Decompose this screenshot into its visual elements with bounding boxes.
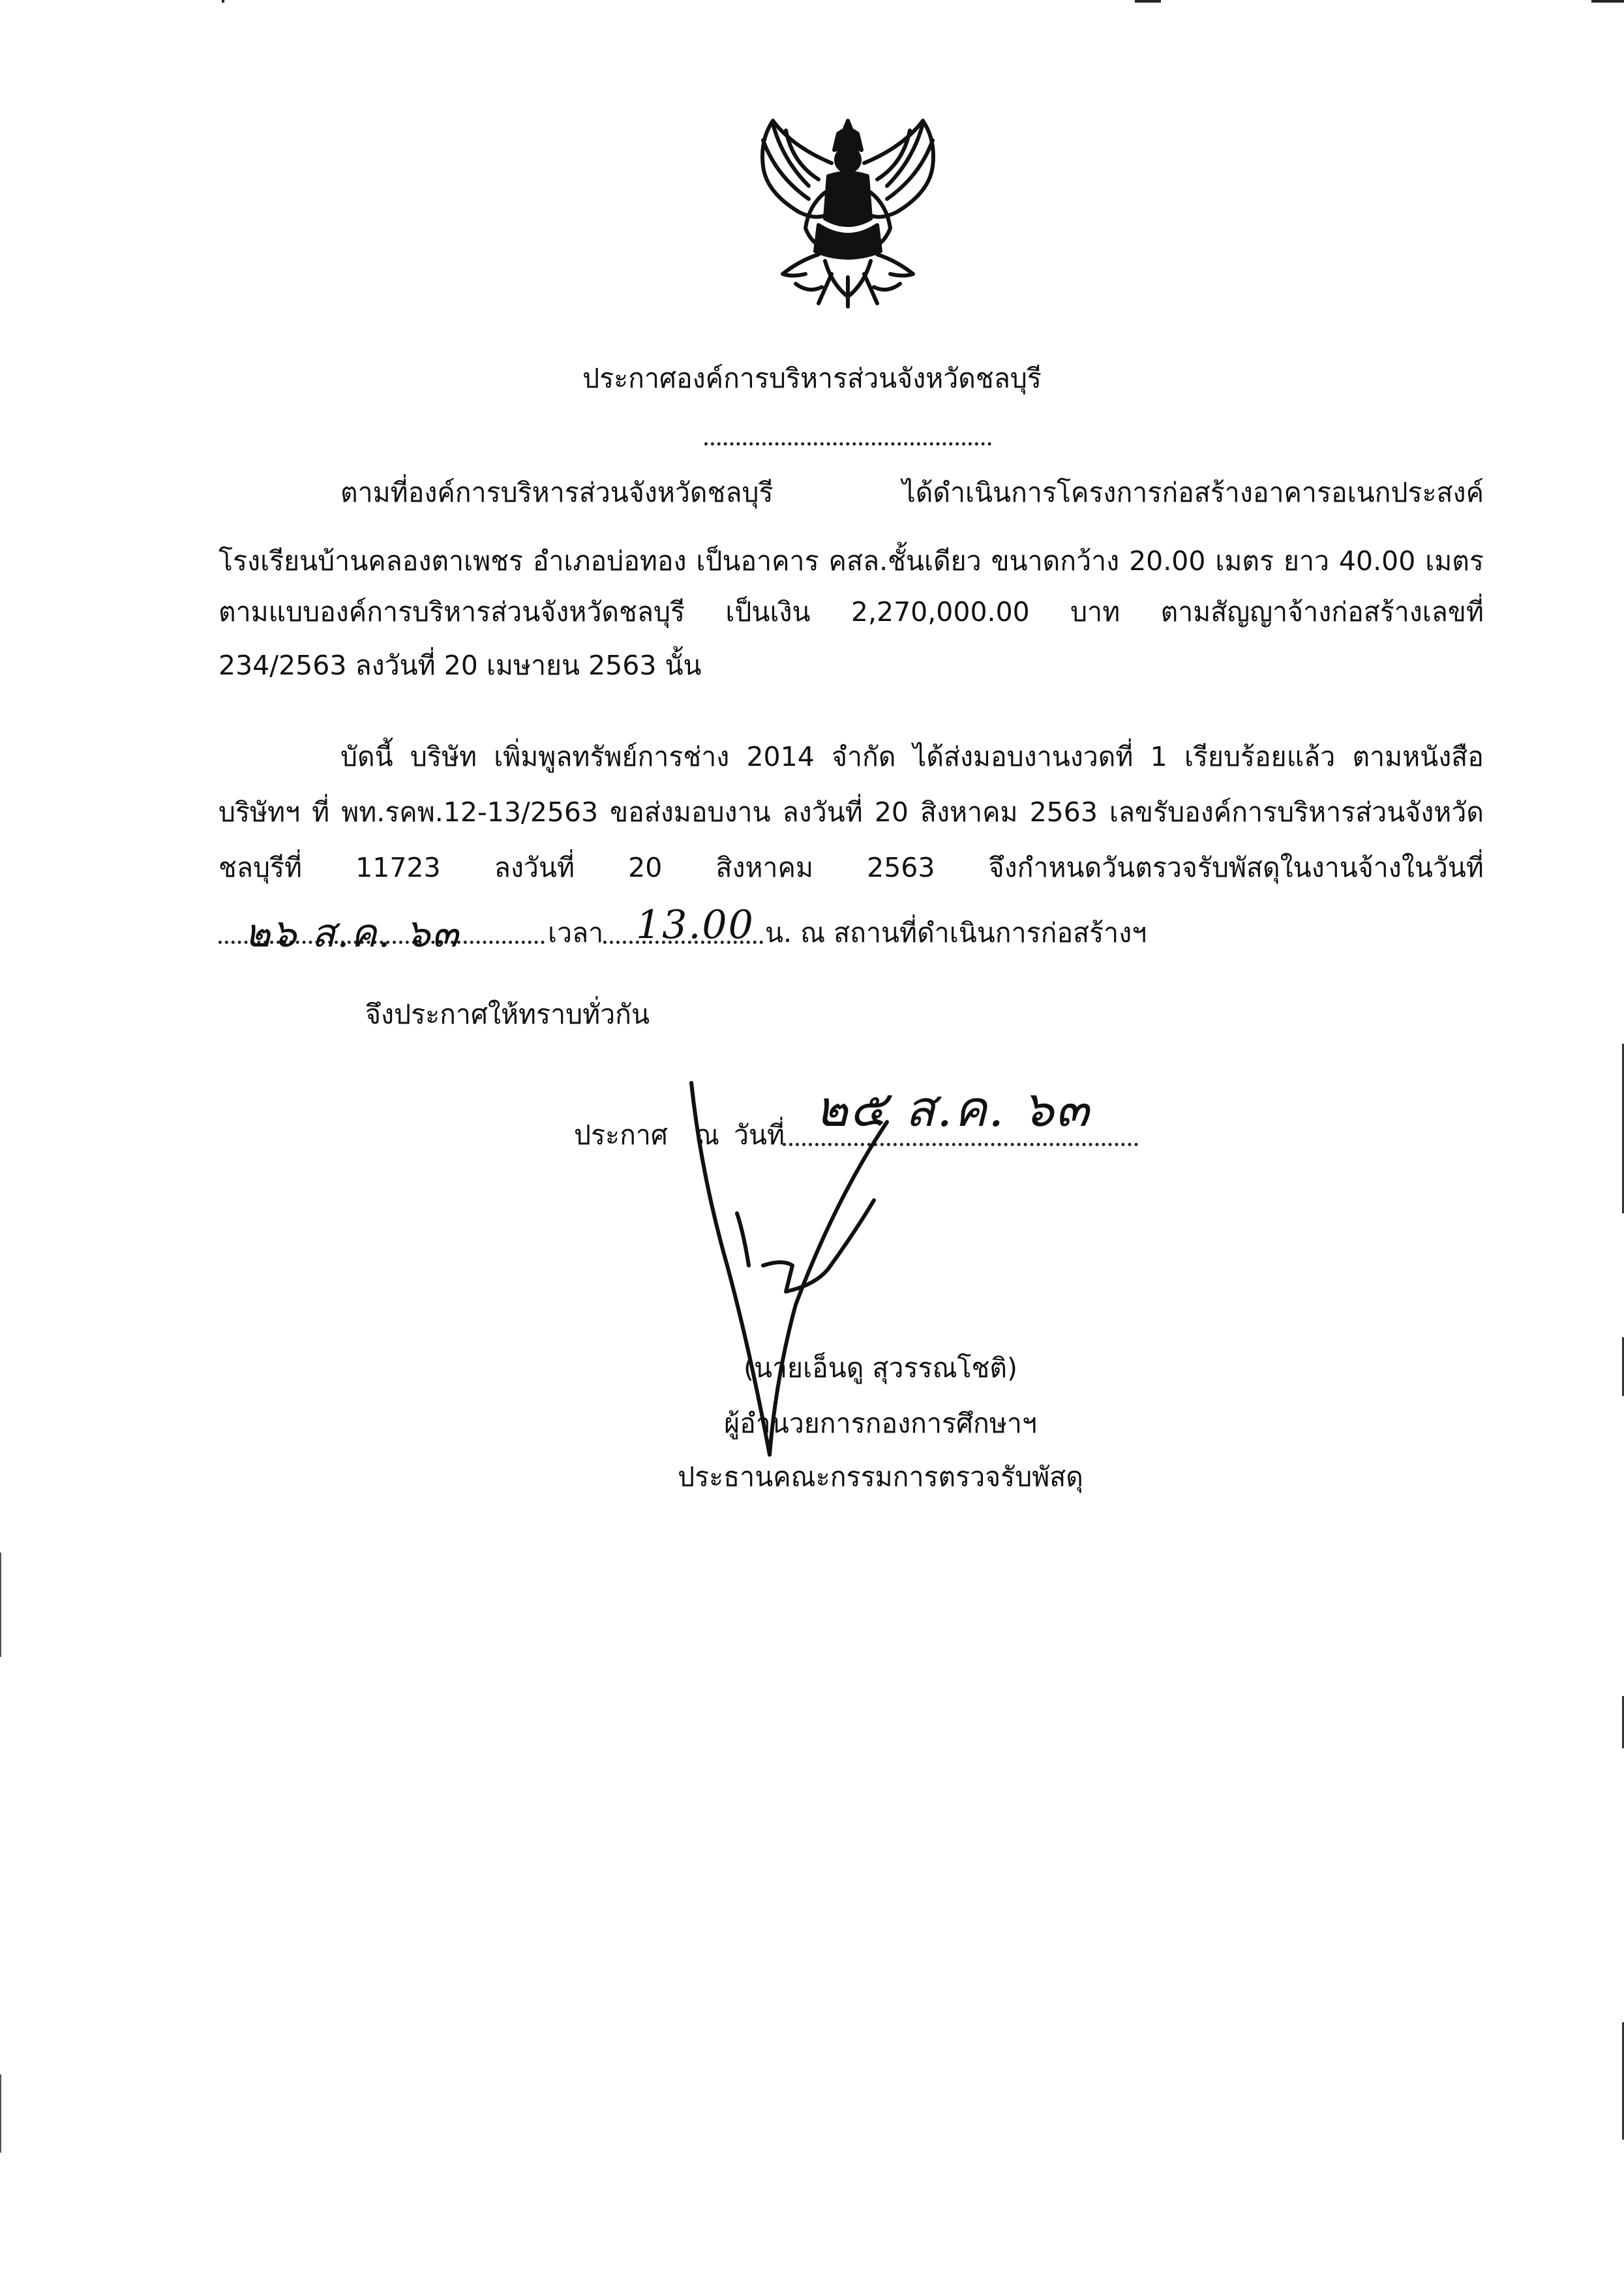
text-segment: 20.00 xyxy=(1129,545,1206,577)
text-segment: ตามแบบองค์การบริหารส่วนจังหวัดชลบุรี xyxy=(218,596,685,628)
handwritten-inspection-date: ๒๖ ส.ค. ๖๓ xyxy=(245,911,460,956)
scan-edge-right xyxy=(1621,0,1624,2274)
text-segment: ได้ส่งมอบงานงวดที่ xyxy=(912,741,1134,772)
text-segment: ยาว xyxy=(1283,545,1330,577)
text-segment: ตามที่องค์การบริหารส่วนจังหวัดชลบุรี xyxy=(340,477,774,508)
para2-line-2 xyxy=(218,796,1484,828)
location-text: น. ณ สถานที่ดำเนินการก่อสร้างฯ xyxy=(765,917,1147,948)
text-segment: 1 xyxy=(1150,741,1167,772)
text-segment: โรงเรียนบ้านคลองตาเพชร xyxy=(218,545,523,577)
text-segment: 2563 xyxy=(1029,796,1098,828)
text-segment: เรียบร้อยแล้ว xyxy=(1184,741,1336,772)
text-segment: สิงหาคม xyxy=(920,796,1018,828)
signatory-role: ประธานคณะกรรมการตรวจรับพัสดุ xyxy=(678,1461,1083,1493)
signatory-name: (นายเอ็นดู สุวรรณโชติ) xyxy=(744,1352,1017,1384)
text-segment: เลขรับองค์การบริหารส่วนจังหวัด xyxy=(1109,796,1484,828)
para1-line-3 xyxy=(218,596,1484,628)
para2-line-1 xyxy=(340,741,1484,772)
text-segment: 11723 xyxy=(355,852,441,883)
text-segment: พท.รคพ.12-13/2563 xyxy=(341,796,599,828)
closing-statement: จึงประกาศให้ทราบทั่วกัน xyxy=(365,999,650,1030)
text-segment: 2,270,000.00 xyxy=(850,596,1030,628)
text-segment: จึงกำหนดวันตรวจรับพัสดุในงานจ้างในวันที่ xyxy=(988,852,1484,883)
text-segment: 2014 xyxy=(746,741,815,772)
text-segment: ตามหนังสือ xyxy=(1352,741,1484,772)
at-label: ณ xyxy=(695,1119,720,1151)
text-segment: เมตร xyxy=(1425,545,1484,577)
signatory-position: ผู้อำนวยการกองการศึกษาฯ xyxy=(724,1408,1037,1439)
text-segment: สิงหาคม xyxy=(715,852,813,883)
text-segment: ขนาดกว้าง xyxy=(991,545,1120,577)
garuda-emblem-icon xyxy=(747,114,949,310)
text-segment: 20 xyxy=(874,796,909,828)
text-segment: บาท xyxy=(1070,596,1120,628)
text-segment: ได้ดำเนินการโครงการก่อสร้างอาคารอเนกประสงค์ xyxy=(902,477,1484,508)
text-segment: อำเภอบ่อทอง xyxy=(532,545,687,577)
text-segment: ชลบุรีที่ xyxy=(218,852,303,883)
text-segment: เพิ่มพูลทรัพย์การช่าง xyxy=(494,741,730,772)
text-segment: ขอส่งมอบงาน xyxy=(610,796,771,828)
text-segment: คสล.ชั้นเดียว xyxy=(828,545,982,577)
text-segment: ตามสัญญาจ้างก่อสร้างเลขที่ xyxy=(1160,596,1484,628)
text-segment: เป็นอาคาร xyxy=(696,545,819,577)
para1-line-1 xyxy=(340,479,1484,506)
handwritten-inspection-time: 13.00 xyxy=(636,902,755,948)
text-segment: เป็นเงิน xyxy=(725,596,811,628)
inspection-datetime-line xyxy=(218,902,1147,956)
text-segment: ลงวันที่ xyxy=(782,796,863,828)
para2-line-3 xyxy=(218,852,1484,883)
text-segment: ที่ xyxy=(312,796,330,828)
text-segment: บัดนี้ xyxy=(340,741,393,772)
date-label: วันที่ xyxy=(734,1119,785,1151)
announce-label: ประกาศ xyxy=(574,1119,668,1151)
text-segment: 40.00 xyxy=(1338,545,1416,577)
scan-edge-left xyxy=(0,0,3,2274)
text-segment: บริษัทฯ xyxy=(218,796,301,828)
text-segment: บริษัท xyxy=(410,741,477,772)
text-segment: ลงวันที่ xyxy=(494,852,575,883)
text-segment: จำกัด xyxy=(832,741,896,772)
text-segment: 20 xyxy=(628,852,663,883)
text-segment: 2563 xyxy=(867,852,935,883)
title-dotted-rule xyxy=(704,442,991,446)
scan-edge-top xyxy=(0,0,1624,3)
text-segment: 234/2563 ลงวันที่ 20 เมษายน 2563 นั้น xyxy=(218,650,702,681)
handwritten-announce-date: ๒๕ ส.ค. ๖๓ xyxy=(815,1080,1090,1138)
time-label: เวลา xyxy=(548,917,604,948)
document-title: ประกาศองค์การบริหารส่วนจังหวัดชลบุรี xyxy=(582,363,1042,394)
para1-line-2 xyxy=(218,545,1484,577)
text-segment: เมตร xyxy=(1215,545,1274,577)
para1-line-4 xyxy=(218,652,1484,679)
